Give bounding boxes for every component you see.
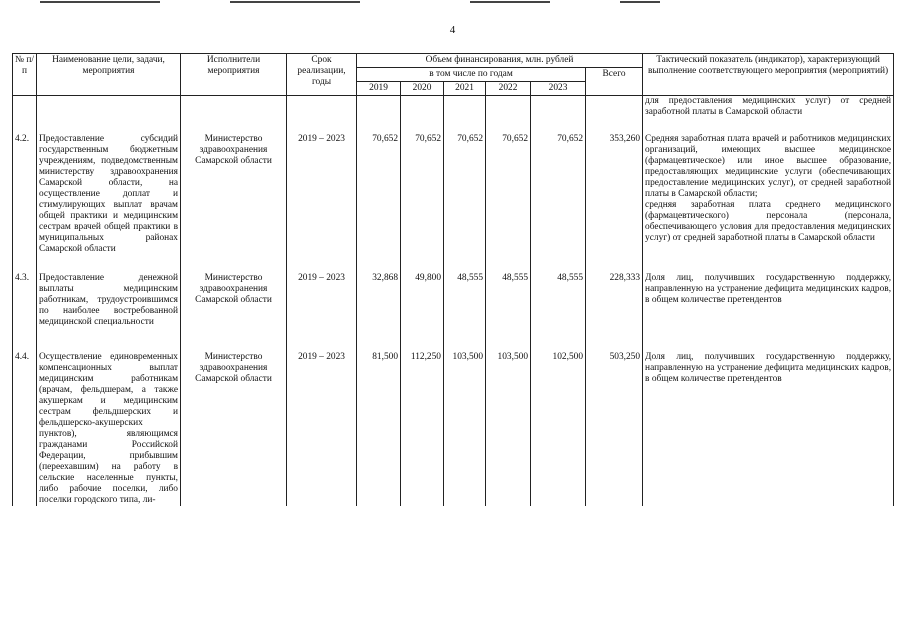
indicator-text: средняя заработная плата среднего медицинского (фармацевтического) персонала (персонала, обеспечивающего условия для предоставления медицинских услуг) от средней заработной платы в Самарской области	[645, 200, 892, 243]
row-value-2019: 81,500	[357, 352, 401, 506]
row-value-2020: 49,800	[401, 273, 444, 352]
row-term: 2019 – 2023	[287, 352, 357, 506]
header-name: Наименование цели, задачи, мероприятия	[37, 54, 181, 96]
scan-edge-line	[230, 1, 360, 3]
row-total: 503,250	[586, 352, 643, 506]
header-funding: Объем финансирования, млн. рублей	[357, 54, 643, 68]
row-name: Предоставление денежной выплаты медицинским работникам, трудоустроившимся по наиболее востребованной медицинской специальности	[37, 273, 181, 352]
table-row	[13, 134, 894, 273]
funding-table	[12, 53, 894, 506]
row-value-2021: 70,652	[444, 134, 486, 273]
scan-edge-line	[40, 1, 160, 3]
row-total: 228,333	[586, 273, 643, 352]
row-value-2023: 102,500	[531, 352, 586, 506]
row-executor: Министерство здравоохранения Самарской области	[181, 352, 287, 506]
header-num: № п/п	[13, 54, 37, 96]
row-value-2022: 70,652	[486, 134, 531, 273]
row-indicator	[643, 273, 894, 352]
row-value-2022: 103,500	[486, 352, 531, 506]
indicator-text: Средняя заработная плата врачей и работников медицинских организаций, имеющих высшее медицинское (фармацевтическое) или иное высшее образование, предоставляющих медицинские услуги (обеспечивающих предоставление медицинских услуг), от средней заработной платы в Самарской области;	[645, 134, 892, 199]
header-year: 2020	[401, 82, 444, 96]
header-indicator: Тактический показатель (индикатор), характеризующий выполнение соответствующего мероприятия (мероприятий)	[643, 54, 894, 96]
indicator-text: Доля лиц, получивших государственную поддержку, направленную на устранение дефицита медицинских кадров, в общем количестве претендентов	[645, 273, 892, 305]
row-value-2022: 48,555	[486, 273, 531, 352]
row-number: 4.2.	[13, 134, 37, 273]
header-executors: Исполнители мероприятия	[181, 54, 287, 96]
row-indicator	[643, 352, 894, 506]
row-name: Предоставление субсидий государственным бюджетным учреждениям, подведомственным министерству здравоохранения Самарской области, на осуществление доплат и стимулирующих выплат врачам общей практики и медицинским сестрам врачей общей практики в муниципальных районах Самарской области	[37, 134, 181, 273]
row-total: 353,260	[586, 134, 643, 273]
page-number: 4	[449, 24, 456, 36]
row-number: 4.3.	[13, 273, 37, 352]
header-year: 2023	[531, 82, 586, 96]
header-year: 2021	[444, 82, 486, 96]
table-row	[13, 273, 894, 352]
row-value-2020: 70,652	[401, 134, 444, 273]
row-executor: Министерство здравоохранения Самарской области	[181, 273, 287, 352]
row-indicator	[643, 134, 894, 273]
row-value-2023: 48,555	[531, 273, 586, 352]
row-value-2023: 70,652	[531, 134, 586, 273]
row-value-2021: 103,500	[444, 352, 486, 506]
row-value-2019: 32,868	[357, 273, 401, 352]
row-value-2020: 112,250	[401, 352, 444, 506]
row-term: 2019 – 2023	[287, 273, 357, 352]
row-term: 2019 – 2023	[287, 134, 357, 273]
scan-edge-line	[620, 1, 660, 3]
header-term: Срок реализации, годы	[287, 54, 357, 96]
row-value-2021: 48,555	[444, 273, 486, 352]
row-executor: Министерство здравоохранения Самарской области	[181, 134, 287, 273]
scan-edge-line	[470, 1, 550, 3]
row-value-2019: 70,652	[357, 134, 401, 273]
continuation-text: для предоставления медицинских услуг) от средней заработной платы в Самарской области	[643, 96, 894, 135]
row-number: 4.4.	[13, 352, 37, 506]
header-year: 2019	[357, 82, 401, 96]
header-by-years: в том числе по годам	[357, 68, 586, 82]
header-total: Всего	[586, 68, 643, 96]
table-row	[13, 352, 894, 506]
continuation-row	[13, 96, 894, 135]
indicator-text: Доля лиц, получивших государственную поддержку, направленную на устранение дефицита медицинских кадров, в общем количестве претендентов	[645, 352, 892, 384]
row-name: Осуществление единовременных компенсационных выплат медицинским работникам (врачам, фельдшерам, а также акушеркам и медицинским сестрам фельдшерских и фельдшерско-акушерских пунктов), являющимся гражданами Российской Федерации, прибывшим (переехавшим) на работу в сельские населенные пункты, либо рабочие поселки, либо поселки городского типа, ли-	[37, 352, 181, 506]
header-year: 2022	[486, 82, 531, 96]
